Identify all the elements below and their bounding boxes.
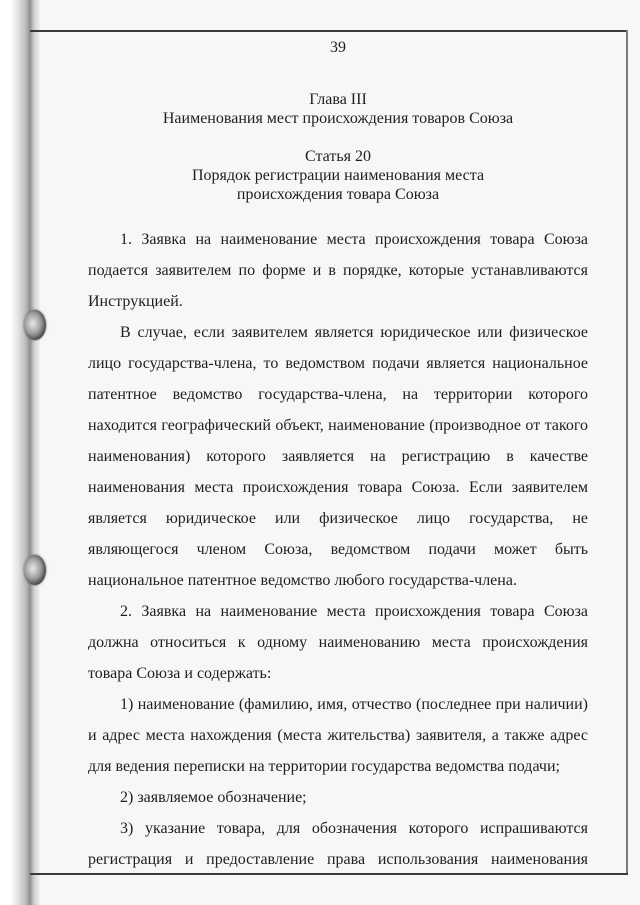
binder-ring-icon — [24, 310, 46, 340]
paragraph-4: 1) наименование (фамилию, имя, отчество (последнее при наличии) и адрес места нахождения (места жительства) заявителя, а также адрес для ведения переписки на территории государства ведомства подачи; — [88, 696, 588, 775]
paragraph-5: 2) заявляемое обозначение; — [120, 789, 307, 806]
article-title: Статья 20 — [305, 148, 371, 165]
page-number: 39 — [330, 39, 346, 56]
article-subtitle-line-1: Порядок регистрации наименования места — [191, 167, 485, 184]
paragraph-2: В случае, если заявителем является юридическое или физическое лицо государства-члена, то ведомством подачи является национальное патентное ведомство государства-члена, на территории которого находится географический объект, наименование (производное от такого наименования) которого заявляется на регистрацию в качестве наименования места происхождения товара Союза. Если заявителем является юридическое или физическое лицо государства, не являющегося членом Союза, ведомством подачи может быть национальное патентное ведомство любого государства-члена. — [88, 324, 588, 589]
right-border-line — [626, 30, 628, 875]
chapter-subtitle: Наименования мест происхождения товаров Союза — [162, 110, 514, 127]
document-body — [88, 38, 588, 905]
top-border-line — [30, 30, 628, 32]
paragraph-3: 2. Заявка на наименование места происхождения товара Союза должна относиться к одному наименованию места происхождения товара Союза и содержать: — [88, 603, 588, 682]
chapter-title: Глава III — [309, 91, 367, 108]
scan-binding-strip — [0, 0, 40, 905]
binder-ring-icon — [24, 555, 46, 585]
article-subtitle-line-2: происхождения товара Союза — [236, 186, 440, 203]
paragraph-6: 3) указание товара, для обозначения которого испрашиваются регистрация и предоставление права использования наименования — [88, 820, 588, 868]
paragraph-1: 1. Заявка на наименование места происхождения товара Союза подается заявителем по форме и в порядке, которые устанавливаются Инструкцией. — [88, 231, 588, 310]
